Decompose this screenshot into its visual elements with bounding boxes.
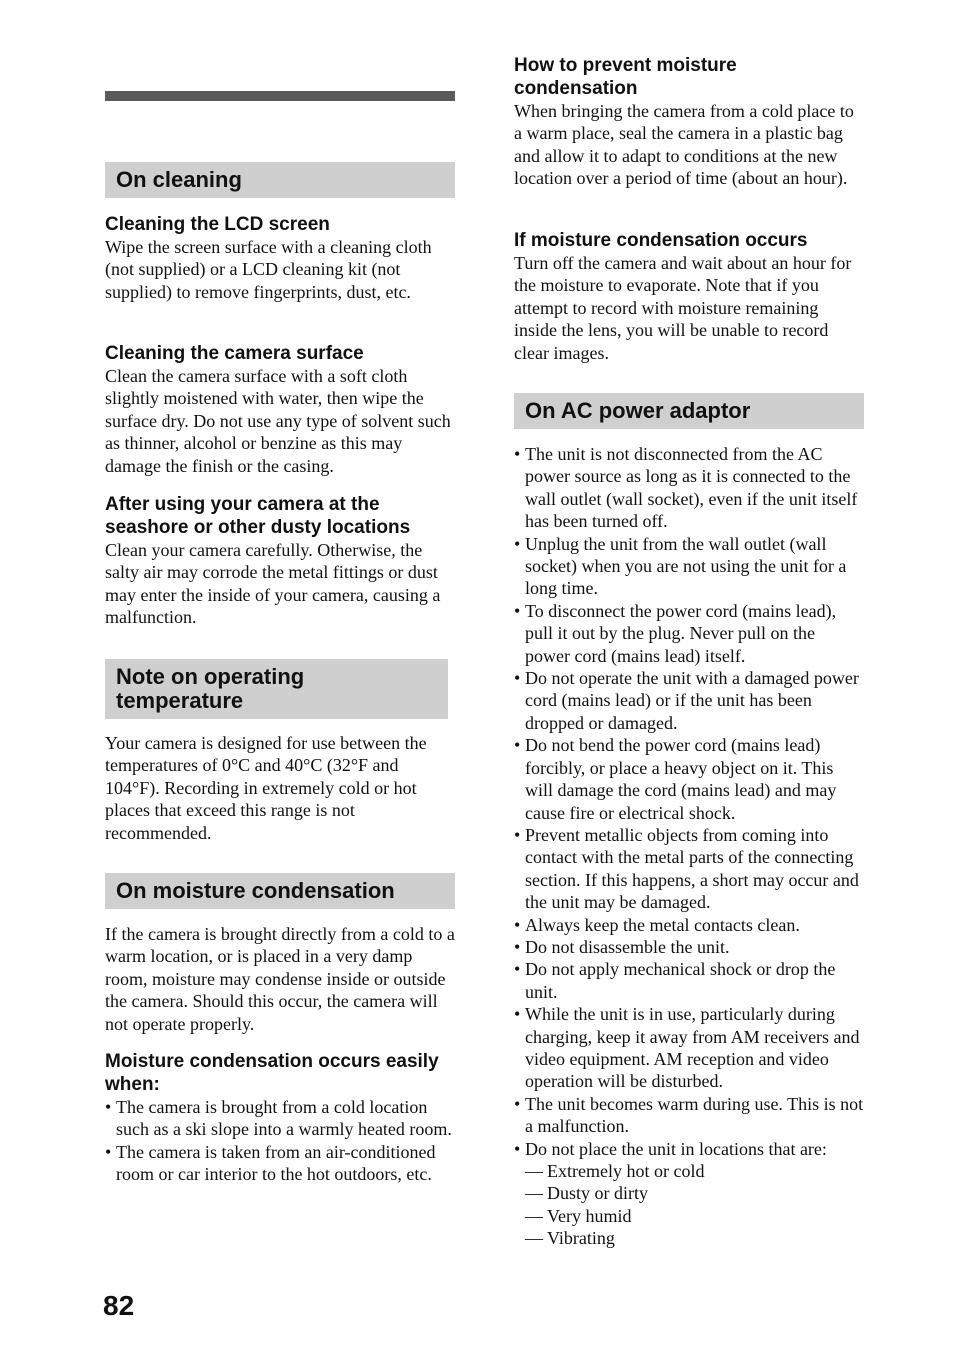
list-item: • Do not disassemble the unit.: [514, 936, 864, 958]
lcd-block: [105, 213, 457, 303]
section-title: On moisture condensation: [116, 878, 395, 903]
if-occurs-block: [514, 229, 864, 364]
list-item: • To disconnect the power cord (mains lead), pull it out by the plug. Never pull on the power cord (mains lead) itself.: [514, 600, 864, 667]
paragraph-if-occurs: Turn off the camera and wait about an hour for the moisture to evaporate. Note that if you attempt to record with moisture remaining inside the lens, you will be unable to record clear images.: [514, 253, 852, 363]
moisture-block: [105, 923, 457, 1035]
paragraph-lcd: Wipe the screen surface with a cleaning cloth (not supplied) or a LCD cleaning kit (not supplied) to remove fingerprints, dust, etc.: [105, 237, 432, 302]
ac-block: [514, 443, 864, 1250]
top-rule: [105, 91, 455, 101]
section-title: On cleaning: [116, 167, 242, 192]
dash-item: — Vibrating: [525, 1227, 864, 1249]
section-moisture: [105, 873, 455, 909]
subheading-seashore: After using your camera at the seashore or other dusty locations: [105, 494, 411, 538]
subheading-surface: Cleaning the camera surface: [105, 343, 364, 364]
list-item-text: Do not place the unit in locations that are:: [525, 1138, 827, 1159]
list-item: • Prevent metallic objects from coming into contact with the metal parts of the connecting section. If this happens, a short may occur and the unit may be damaged.: [514, 824, 864, 914]
paragraph-prevent: When bringing the camera from a cold place to a warm place, seal the camera in a plastic bag and allow it to adapt to conditions at the new location over a period of time (about an hour).: [514, 101, 854, 189]
dash-item: — Very humid: [525, 1205, 864, 1227]
list-item: • The unit becomes warm during use. This is not a malfunction.: [514, 1093, 864, 1138]
list-item: • Do not bend the power cord (mains lead) forcibly, or place a heavy object on it. This will damage the cord (mains lead) and may cause fire or electrical shock.: [514, 734, 864, 824]
moisture-bullet-list: [105, 1096, 457, 1186]
list-item: • The camera is taken from an air-conditioned room or car interior to the hot outdoors, etc.: [105, 1141, 457, 1186]
list-item-locations: [514, 1138, 864, 1250]
surface-block: [105, 342, 457, 477]
temperature-block: [105, 732, 457, 844]
subheading-moisture-occurs: Moisture condensation occurs easily when:: [105, 1051, 439, 1095]
section-ac-adaptor: [514, 393, 864, 429]
subheading-if-occurs: If moisture condensation occurs: [514, 230, 808, 251]
list-item: • While the unit is in use, particularly during charging, keep it away from AM receivers and video equipment. AM reception and video operation will be disturbed.: [514, 1003, 864, 1093]
list-item: • Always keep the metal contacts clean.: [514, 914, 864, 936]
locations-dash-list: [525, 1160, 864, 1250]
paragraph-seashore: Clean your camera carefully. Otherwise, the salty air may corrode the metal fittings or dust may enter the inside of your camera, causing a malfunction.: [105, 540, 441, 628]
dash-item: — Extremely hot or cold: [525, 1160, 864, 1182]
section-temperature: [105, 659, 448, 719]
list-item: • The camera is brought from a cold location such as a ski slope into a warmly heated room.: [105, 1096, 457, 1141]
ac-bullet-list: [514, 443, 864, 1250]
paragraph-surface: Clean the camera surface with a soft cloth slightly moistened with water, then wipe the surface dry. Do not use any type of solvent such as thinner, alcohol or benzine as this may damage the finish or the casing.: [105, 366, 451, 476]
moisture-occurs-block: [105, 1050, 457, 1186]
seashore-block: [105, 493, 457, 629]
subheading-prevent: How to prevent moisture condensation: [514, 55, 737, 99]
paragraph-temperature: Your camera is designed for use between the temperatures of 0°C and 40°C (32°F and 104°F). Recording in extremely cold or hot places that exceed this range is not recommended.: [105, 733, 427, 843]
subheading-lcd: Cleaning the LCD screen: [105, 214, 330, 235]
paragraph-moisture: If the camera is brought directly from a cold to a warm location, or is placed in a very damp room, moisture may condense inside or outside the camera. Should this occur, the camera will not operate properly.: [105, 924, 455, 1034]
list-item: • Do not operate the unit with a damaged power cord (mains lead) or if the unit has been dropped or damaged.: [514, 667, 864, 734]
section-title: Note on operating temperature: [116, 664, 305, 713]
prevent-block: [514, 54, 864, 190]
dash-item: — Dusty or dirty: [525, 1182, 864, 1204]
list-item: • Unplug the unit from the wall outlet (wall socket) when you are not using the unit for a long time.: [514, 533, 864, 600]
section-on-cleaning: [105, 162, 455, 198]
list-item: • Do not apply mechanical shock or drop the unit.: [514, 958, 864, 1003]
list-item: • The unit is not disconnected from the AC power source as long as it is connected to the wall outlet (wall socket), even if the unit itself has been turned off.: [514, 443, 864, 533]
section-title: On AC power adaptor: [525, 398, 751, 423]
page-number: 82: [103, 1290, 135, 1321]
